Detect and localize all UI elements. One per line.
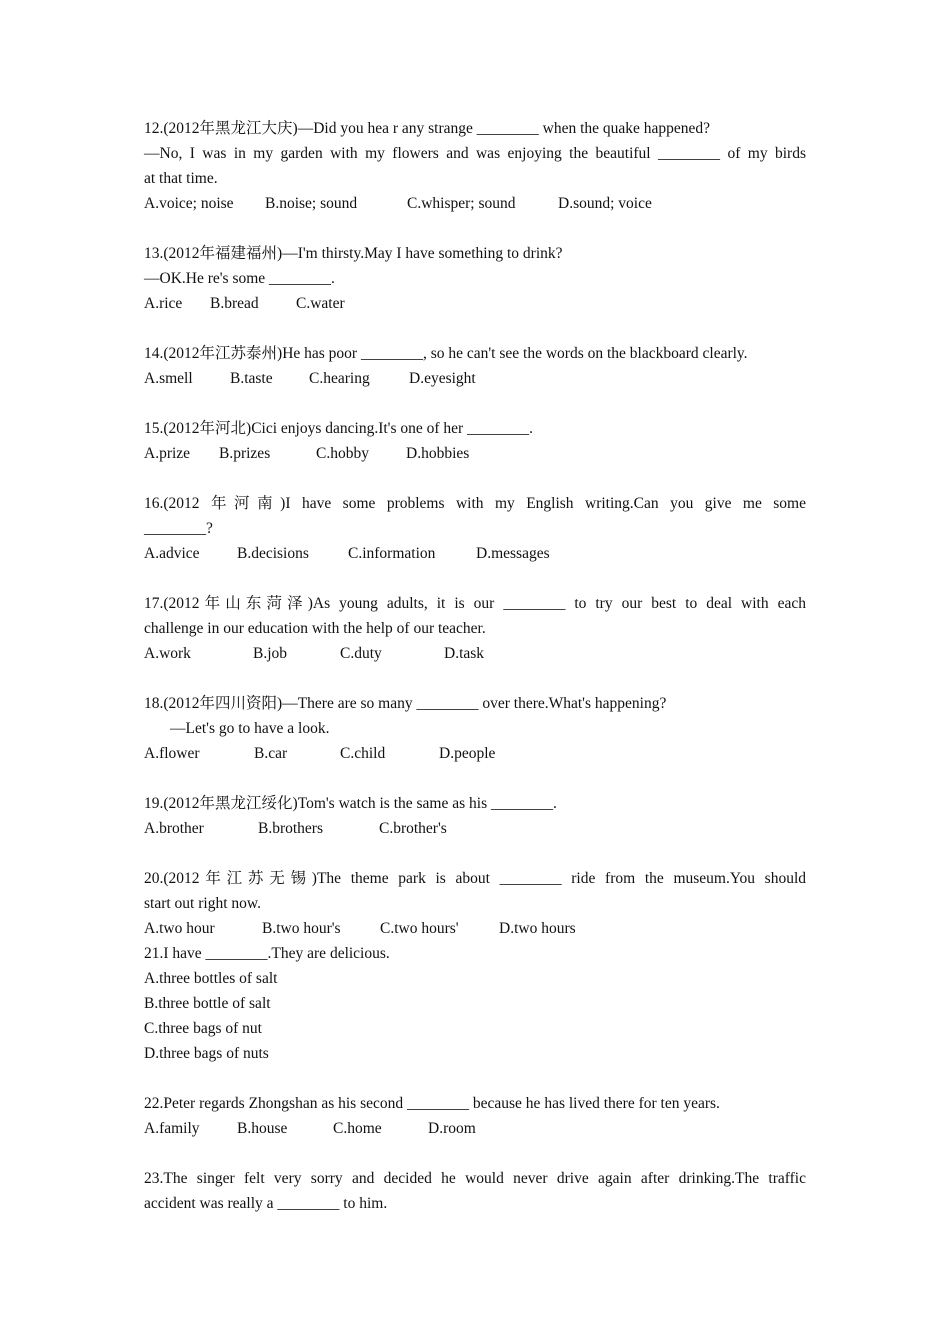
q16-option-b: B.decisions [237, 545, 309, 562]
q15-options [144, 441, 806, 466]
q18-option-a: A.flower [144, 745, 200, 762]
q20-option-d: D.two hours [499, 920, 576, 937]
q17-options [144, 641, 806, 666]
q19-option-a: A.brother [144, 820, 204, 837]
q20-stem-line-2: start out right now. [144, 895, 261, 912]
q15-option-c: C.hobby [316, 445, 369, 462]
q13-option-c: C.water [296, 295, 345, 312]
q22-option-b: B.house [237, 1120, 288, 1137]
q13-stem-line-2: —OK.He re's some ________. [144, 270, 335, 287]
q13-option-b: B.bread [210, 295, 259, 312]
q14-stem-line-1: 14.(2012年江苏泰州)He has poor ________, so he can't see the words on the blackboard clearly. [144, 345, 748, 362]
q17-option-d: D.task [444, 645, 485, 662]
q12-option-a: A.voice; noise [144, 195, 234, 212]
q22-options [144, 1116, 806, 1141]
q21-option-a: A.three bottles of salt [144, 970, 278, 987]
q13-options [144, 291, 806, 316]
q22-option-a: A.family [144, 1120, 200, 1137]
q22-option-d: D.room [428, 1120, 476, 1137]
q23-stem-line-1: 23.The singer felt very sorry and decided he would never drive again after drinking.The traffic [144, 1170, 806, 1187]
q12-stem-line-2: —No, I was in my garden with my flowers and was enjoying the beautiful ________ of my birds [144, 145, 806, 162]
q22-stem-line-1: 22.Peter regards Zhongshan as his second ________ because he has lived there for ten years. [144, 1095, 720, 1112]
q14-option-c: C.hearing [309, 370, 370, 387]
q14-options [144, 366, 806, 391]
q18-option-c: C.child [340, 745, 386, 762]
q20-options [144, 916, 806, 941]
q16-stem-line-2: ________? [144, 520, 213, 537]
q15-option-d: D.hobbies [406, 445, 470, 462]
q13-option-a: A.rice [144, 295, 183, 312]
q12-stem-line-1: 12.(2012年黑龙江大庆)—Did you hea r any strange ________ when the quake happened? [144, 120, 711, 137]
q20-stem-line-1: 20.(2012年江苏无锡)The theme park is about ________ ride from the museum.You should [144, 870, 806, 887]
q17-option-c: C.duty [340, 645, 382, 662]
q17-option-a: A.work [144, 645, 191, 662]
q15-option-a: A.prize [144, 445, 191, 462]
q21-option-b: B.three bottle of salt [144, 995, 271, 1012]
q16-stem-line-1: 16.(2012 年河南)I have some problems with my English writing.Can you give me some [144, 495, 806, 512]
q18-stem-line-2: —Let's go to have a look. [170, 720, 330, 737]
q16-option-d: D.messages [476, 545, 550, 562]
q19-option-b: B.brothers [258, 820, 324, 837]
q12-option-c: C.whisper; sound [407, 195, 516, 212]
document-page [144, 116, 806, 1216]
q18-option-d: D.people [439, 745, 496, 762]
q18-options [144, 741, 806, 766]
q15-stem-line-1: 15.(2012年河北)Cici enjoys dancing.It's one of her ________. [144, 420, 533, 437]
q20-option-c: C.two hours' [380, 920, 459, 937]
q18-stem-line-1: 18.(2012年四川资阳)—There are so many ________ over there.What's happening? [144, 695, 667, 712]
q22-option-c: C.home [333, 1120, 382, 1137]
q21-option-d: D.three bags of nuts [144, 1045, 269, 1062]
q17-stem-line-2: challenge in our education with the help of our teacher. [144, 620, 486, 637]
q23-stem-line-2: accident was really a ________ to him. [144, 1195, 388, 1212]
q12-option-d: D.sound; voice [558, 195, 652, 212]
q16-options [144, 541, 806, 566]
q14-option-a: A.smell [144, 370, 193, 387]
q13-stem-line-1: 13.(2012年福建福州)—I'm thirsty.May I have something to drink? [144, 245, 563, 262]
q21-stem-line-1: 21.I have ________.They are delicious. [144, 945, 390, 962]
q16-option-a: A.advice [144, 545, 200, 562]
q14-option-b: B.taste [230, 370, 273, 387]
q14-option-d: D.eyesight [409, 370, 476, 387]
q19-stem-line-1: 19.(2012年黑龙江绥化)Tom's watch is the same as his ________. [144, 795, 557, 812]
q15-option-b: B.prizes [219, 445, 271, 462]
q12-options [144, 191, 806, 216]
q19-options [144, 816, 806, 841]
q19-option-c: C.brother's [379, 820, 447, 837]
q18-option-b: B.car [254, 745, 288, 762]
q20-option-b: B.two hour's [262, 920, 341, 937]
q17-stem-line-1: 17.(2012年山东菏泽)As young adults, it is our ________ to try our best to deal with each [144, 595, 806, 612]
q21-option-c: C.three bags of nut [144, 1020, 262, 1037]
q12-option-b: B.noise; sound [265, 195, 358, 212]
q12-stem-line-3: at that time. [144, 170, 218, 187]
q20-option-a: A.two hour [144, 920, 215, 937]
q16-option-c: C.information [348, 545, 436, 562]
q17-option-b: B.job [253, 645, 288, 662]
